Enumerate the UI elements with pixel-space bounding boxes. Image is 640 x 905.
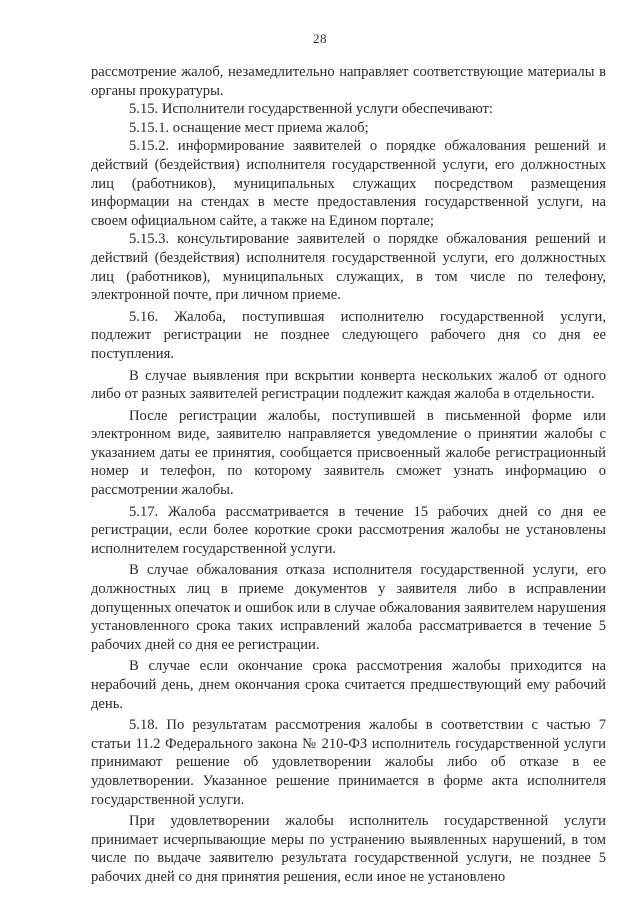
paragraph: При удовлетворении жалобы исполнитель государственной услуги принимает исчерпывающие меры по устранению выявленных нарушений, в том числе по выдаче заявителю результата государственной услуги, не позднее 5 рабочих дней со дня принятия решения, если иное не установлено: [91, 813, 606, 885]
paragraph: В случае если окончание срока рассмотрения жалобы приходится на нерабочий день, днем окончания срока считается предшествующий ему рабочий день.: [91, 658, 606, 712]
paragraph: 5.18. По результатам рассмотрения жалобы в соответствии с частью 7 статьи 11.2 Федерального закона № 210-ФЗ исполнитель государственной услуги принимают решение об удовлетворении жалобы либо об отказе в ее удовлетворении. Указанное решение принимается в форме акта исполнителя государственной услуги.: [91, 717, 606, 808]
paragraph: 5.15.1. оснащение мест приема жалоб;: [129, 119, 369, 136]
paragraph: рассмотрение жалоб, незамедлительно направляет соответствующие материалы в органы прокуратуры.: [91, 64, 606, 99]
paragraph: В случае выявления при вскрытии конверта нескольких жалоб от одного либо от разных заявителей регистрации подлежит каждая жалоба в отдельности.: [91, 367, 606, 403]
page-number: 28: [313, 31, 327, 46]
paragraph: 5.15. Исполнители государственной услуги обеспечивают:: [129, 101, 493, 118]
paragraph: 5.17. Жалоба рассматривается в течение 15 рабочих дней со дня ее регистрации, если более короткие сроки рассмотрения жалобы не установлены исполнителем государственной услуги.: [91, 503, 606, 557]
document-body: [91, 63, 606, 887]
paragraph: 5.15.2. информирование заявителей о порядке обжалования решений и действий (бездействия) исполнителя государственной услуги, его должностных лиц (работников), муниципальных служащих посредством размещения информации на стендах в месте предоставления государственной услуги, на своем официальном сайте, а также на Едином портале;: [91, 138, 606, 229]
paragraph: В случае обжалования отказа исполнителя государственной услуги, его должностных лиц в приеме документов у заявителя либо в исправлении допущенных опечаток и ошибок или в случае обжалования заявителем нарушения установленного срока таких исправлений жалоба рассматривается в течение 5 рабочих дней со дня ее регистрации.: [91, 562, 606, 653]
paragraph: После регистрации жалобы, поступившей в письменной форме или электронном виде, заявителю направляется уведомление о принятии жалобы с указанием даты ее принятия, сообщается присвоенный жалобе регистрационный номер и телефон, по которому заявитель сможет узнать информацию о рассмотрении жалобы.: [91, 407, 606, 499]
paragraph: 5.16. Жалоба, поступившая исполнителю государственной услуги, подлежит регистрации не позднее следующего рабочего дня со дня ее поступления.: [91, 308, 606, 362]
paragraph: 5.15.3. консультирование заявителей о порядке обжалования решений и действий (бездействия) исполнителя государственной услуги, его должностных лиц (работников), муниципальных служащих, в том числе по телефону, электронной почте, при личном приеме.: [91, 231, 606, 304]
